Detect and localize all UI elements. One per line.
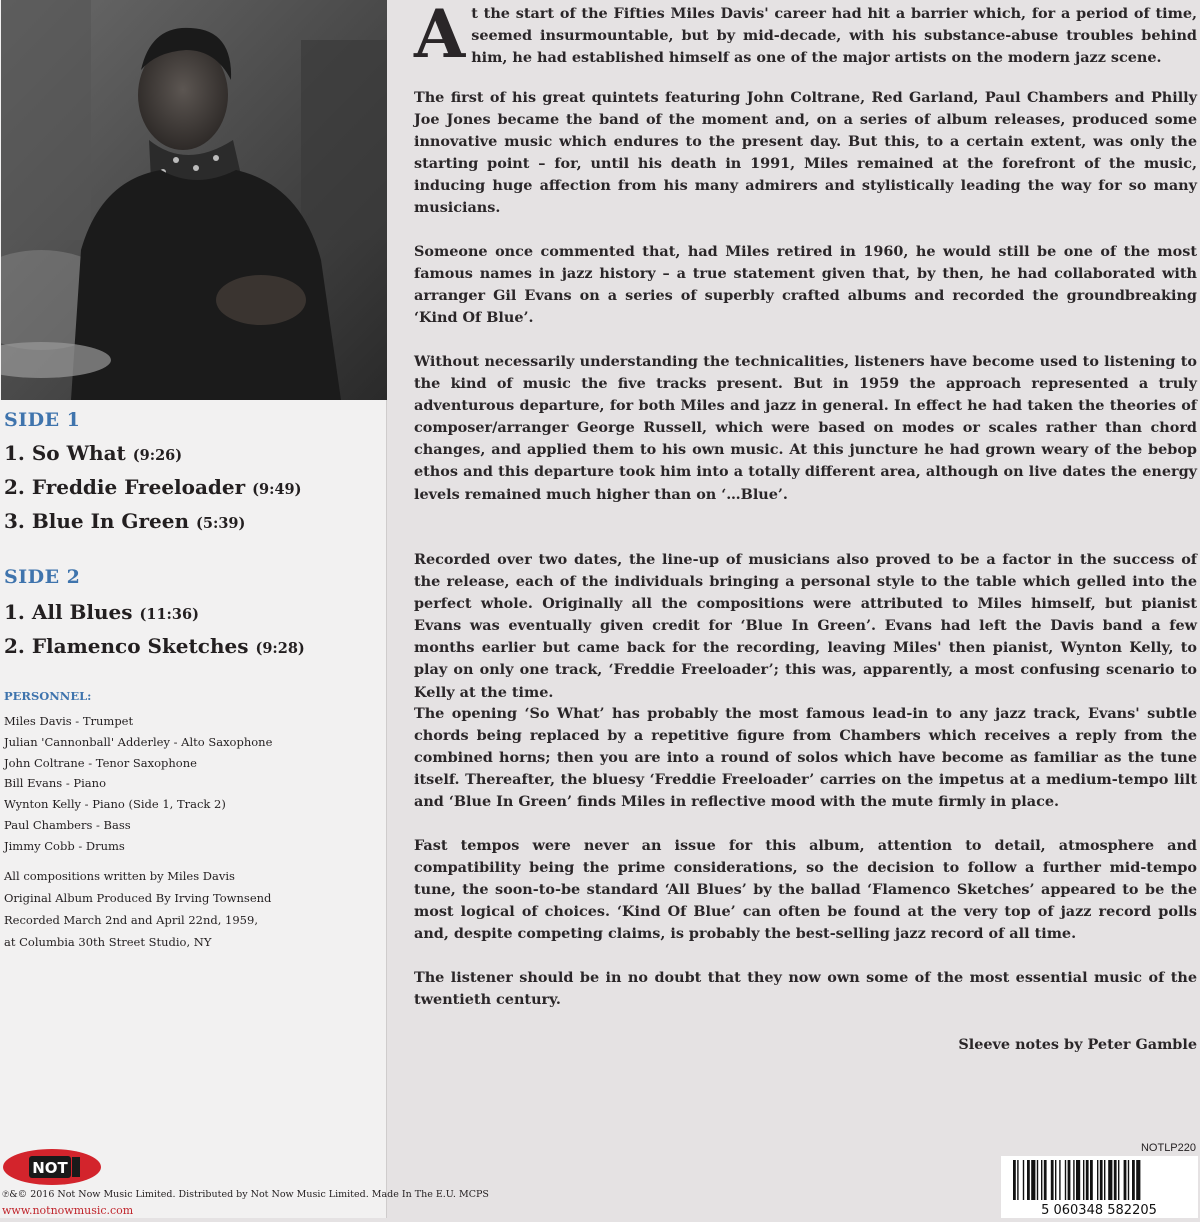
personnel-item: Wynton Kelly - Piano (Side 1, Track 2) xyxy=(4,797,226,812)
personnel-item: John Coltrane - Tenor Saxophone xyxy=(4,755,197,770)
catalog-number: NOTLP220 xyxy=(1140,1142,1196,1154)
barcode-bar xyxy=(1104,1160,1105,1200)
notes-paragraph: The listener should be in no doubt that they now own some of the most essential music of the twentieth century. xyxy=(414,969,1197,1009)
track-title: 2. Freddie Freeloader xyxy=(4,475,246,499)
left-column xyxy=(0,0,489,1218)
barcode-bar xyxy=(1037,1160,1038,1200)
barcode-bar xyxy=(1023,1160,1024,1200)
barcode-bar xyxy=(1128,1160,1129,1200)
sleeve-notes-credit: Sleeve notes by Peter Gamble xyxy=(958,1036,1197,1053)
side-2-heading: SIDE 2 xyxy=(4,566,81,588)
personnel-item: Julian 'Cannonball' Adderley - Alto Saxophone xyxy=(4,734,273,749)
credit-line: All compositions written by Miles Davis xyxy=(4,869,235,883)
credit-line: Original Album Produced By Irving Townsend xyxy=(4,891,272,905)
credit-line: at Columbia 30th Street Studio, NY xyxy=(4,935,212,949)
track-duration: (9:26) xyxy=(132,447,183,464)
barcode-bar xyxy=(1114,1160,1117,1200)
personnel-item: Paul Chambers - Bass xyxy=(4,817,131,832)
side-1-heading: SIDE 1 xyxy=(4,409,81,431)
barcode-bar xyxy=(1124,1160,1127,1200)
barcode-bar xyxy=(1041,1160,1042,1200)
personnel-heading: PERSONNEL: xyxy=(4,689,92,703)
drop-cap: A xyxy=(414,0,466,73)
track-title: 3. Blue In Green xyxy=(4,509,190,533)
barcode-bar xyxy=(1055,1160,1056,1200)
notes-paragraph: Someone once commented that, had Miles retired in 1960, he would still be one of the most famous names in jazz history – a true statement given that, by then, he had collaborated with arranger Gil Evans on a series of superbly crafted albums and recorded the groundbreaking ‘Kind Of Blue’. xyxy=(414,243,1197,327)
track-item xyxy=(4,634,305,658)
track-duration: (9:28) xyxy=(255,640,305,657)
barcode-icon xyxy=(1001,1156,1198,1218)
barcode-bar xyxy=(1059,1160,1060,1200)
track-duration: (11:36) xyxy=(139,606,199,623)
barcode-bar xyxy=(1073,1160,1074,1200)
barcode-bar xyxy=(1044,1160,1047,1200)
track-item xyxy=(4,475,302,499)
notes-paragraph: The first of his great quintets featuring John Coltrane, Red Garland, Paul Chambers and Philly Joe Jones became the band of the moment and, on a series of album releases, produced some innovative music which endures to the present day. But this, to a certain extent, was only the starting point – for, until his death in 1991, Miles remained at the forefront of the music, inducing huge affection from his many admirers and stylistically leading the way for so many musicians. xyxy=(414,89,1197,217)
barcode-bar xyxy=(1065,1160,1066,1200)
track-title: 2. Flamenco Sketches xyxy=(4,634,249,658)
barcode xyxy=(1001,1156,1198,1218)
credits-list xyxy=(4,865,271,953)
copyright-text: ℗&© 2016 Not Now Music Limited. Distributed by Not Now Music Limited. Made In The E.U. MCPS xyxy=(2,1189,489,1200)
barcode-bar xyxy=(1086,1160,1089,1200)
barcode-bar xyxy=(1100,1160,1103,1200)
track-title: 1. So What xyxy=(4,441,126,465)
barcode-bar xyxy=(1090,1160,1093,1200)
personnel-item: Miles Davis - Trumpet xyxy=(4,714,134,728)
personnel-item: Jimmy Cobb - Drums xyxy=(4,838,125,853)
notes-paragraph: The opening ‘So What’ has probably the most famous lead-in to any jazz track, Evans' subtle chords being replaced by a repetitive figure from Chambers which receives a reply from the combined horns; then you are into a round of solos which have become as familiar as the tune itself. Thereafter, the bluesy ‘Freddie Freeloader’ carries on the impetus at a medium-tempo lilt and ‘Blue In Green’ finds Miles in reflective mood with the mute firmly in place. xyxy=(414,705,1197,811)
track-item xyxy=(4,441,182,465)
barcode-bar xyxy=(1097,1160,1098,1200)
barcode-bar xyxy=(1017,1160,1018,1200)
barcode-bar xyxy=(1136,1160,1140,1200)
barcode-bar xyxy=(1083,1160,1084,1200)
track-item xyxy=(4,509,245,533)
artist-photo xyxy=(1,0,387,400)
barcode-bar xyxy=(1076,1160,1080,1200)
track-duration: (5:39) xyxy=(196,515,246,532)
track-title: 1. All Blues xyxy=(4,600,133,624)
notes-paragraph: Fast tempos were never an issue for this album, attention to detail, atmosphere and compatibility being the prime considerations, so the decision to follow a further mid-tempo tune, the soon-to-be standard ‘All Blues’ by the ballad ‘Flamenco Sketches’ appeared to be the most logical of choices. ‘Kind Of Blue’ can often be found at the very top of jazz record polls and, despite competing claims, is probably the best-selling jazz record of all time. xyxy=(414,837,1197,943)
credit-line: Recorded March 2nd and April 22nd, 1959, xyxy=(4,913,258,927)
barcode-bar xyxy=(1031,1160,1035,1200)
barcode-bar xyxy=(1118,1160,1119,1200)
svg-text:NOT: NOT xyxy=(32,1159,68,1177)
notes-paragraph: Recorded over two dates, the line-up of musicians also proved to be a factor in the success of the release, each of the individuals bringing a personal style to the table which gelled into the perfect whole. Originally all the compositions were attributed to Miles himself, but pianist Evans was eventually given credit for ‘Blue In Green’. Evans had left the Davis band a few months earlier but came back for the recording, leaving Miles' then pianist, Wynton Kelly, to play on only one track, ‘Freddie Freeloader’; this was, apparently, a most confusing scenario to Kelly at the time. xyxy=(414,551,1197,701)
barcode-bar xyxy=(1108,1160,1112,1200)
notes-paragraph: Without necessarily understanding the technicalities, listeners have become used to listening to the kind of music the five tracks present. But in 1959 the approach represented a truly adventurous departure, for both Miles and jazz in general. In effect he had taken the theories of composer/arranger George Russell, which were based on modes or scales rather than chord changes, and applied them to his own music. At this juncture he had grown weary of the bebop ethos and this departure took him into a totally different area, although on live dates the energy levels remained much higher than on ‘…Blue’. xyxy=(414,353,1197,503)
personnel-list xyxy=(4,711,272,857)
notes-paragraph: At the start of the Fifties Miles Davis' career had hit a barrier which, for a period of time, seemed insurmountable, but by mid-decade, with his substance-abuse troubles behind him, he had established himself as one of the major artists on the modern jazz scene. xyxy=(414,0,1197,73)
barcode-bar xyxy=(1027,1160,1030,1200)
track-item xyxy=(4,600,199,624)
track-duration: (9:49) xyxy=(252,481,302,498)
not-now-music-logo xyxy=(2,1148,102,1190)
barcode-bar xyxy=(1068,1160,1071,1200)
personnel-item: Bill Evans - Piano xyxy=(4,776,106,791)
barcode-bar xyxy=(1051,1160,1054,1200)
barcode-bar xyxy=(1132,1160,1135,1200)
barcode-number: 5 060348 582205 xyxy=(1041,1203,1157,1218)
barcode-bar xyxy=(1013,1160,1016,1200)
website-url: www.notnowmusic.com xyxy=(2,1204,134,1217)
